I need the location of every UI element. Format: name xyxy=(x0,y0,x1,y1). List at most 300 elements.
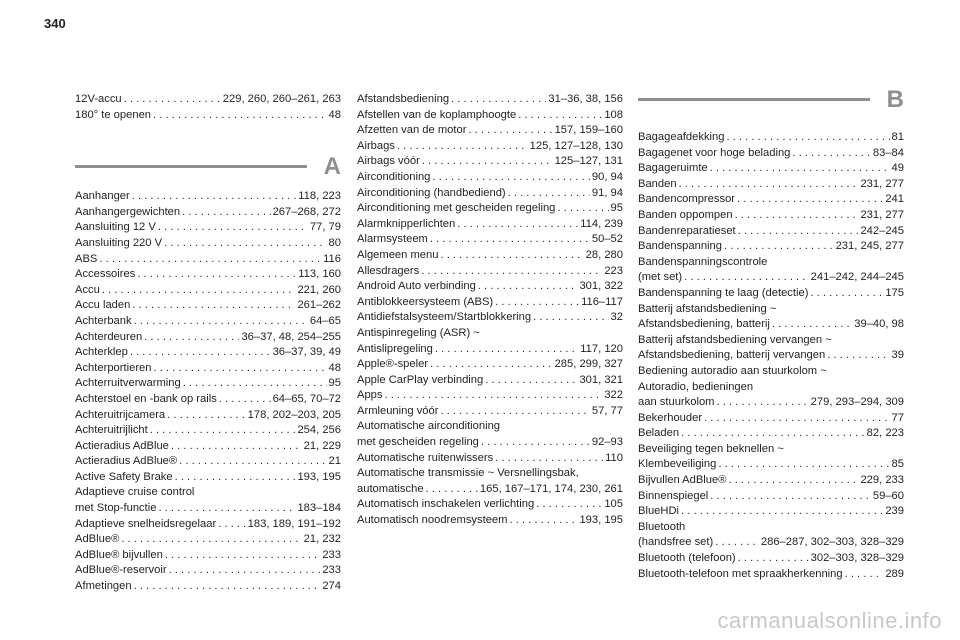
page-references: 229, 260, 260–261, 263 xyxy=(222,93,341,105)
section-rule xyxy=(75,165,307,168)
page-references: 59–60 xyxy=(872,489,904,502)
page-references: 81 xyxy=(891,131,904,143)
index-entry-line xyxy=(638,426,904,442)
index-term: Algemeen menu xyxy=(357,248,439,261)
index-entry-line xyxy=(638,255,904,271)
dot-leader xyxy=(728,473,858,489)
index-term: Achteruitrijcamera xyxy=(75,408,166,421)
index-entry xyxy=(75,408,341,424)
dot-leader xyxy=(737,192,883,208)
dot-leader xyxy=(130,345,271,361)
page-references: 48 xyxy=(328,361,341,374)
index-entry-line xyxy=(357,342,623,358)
index-term: AdBlue®-reservoir xyxy=(75,564,167,577)
index-term: Airbags vóór xyxy=(357,155,420,168)
index-entry-line xyxy=(75,283,341,299)
index-entry xyxy=(357,326,623,357)
index-entry xyxy=(357,513,623,529)
section-header xyxy=(75,153,341,187)
page-references: 183, 189, 191–192 xyxy=(247,517,341,530)
dot-leader xyxy=(533,310,608,326)
index-term: Antiblokkeersysteem (ABS) xyxy=(357,295,494,308)
page-references: 242–245 xyxy=(860,224,904,237)
index-entry xyxy=(638,302,904,333)
page-references: 302–303, 328–329 xyxy=(810,552,904,565)
dot-leader xyxy=(385,388,603,404)
index-term: Airconditioning xyxy=(357,170,431,183)
page-references: 95 xyxy=(328,377,341,390)
page-references: 193, 195 xyxy=(297,470,341,483)
index-entry xyxy=(638,208,904,224)
index-entry xyxy=(75,252,341,268)
index-entry-line xyxy=(357,170,623,186)
index-entry xyxy=(638,177,904,193)
dot-leader xyxy=(684,270,809,286)
index-entry-line xyxy=(75,423,341,439)
dot-leader xyxy=(171,439,302,455)
index-entry-line xyxy=(357,279,623,295)
index-entry-line xyxy=(357,419,623,435)
page-references: 92–93 xyxy=(591,436,623,449)
index-term: Beladen xyxy=(638,427,680,440)
page-references: 39–40, 98 xyxy=(854,318,904,331)
index-entry-line xyxy=(357,451,623,467)
index-entry-line xyxy=(357,295,623,311)
index-entry xyxy=(75,392,341,408)
page-references: 39 xyxy=(891,349,904,362)
dot-leader xyxy=(99,252,321,268)
index-entry xyxy=(638,411,904,427)
index-entry-line xyxy=(75,361,341,377)
page-references: 64–65, 70–72 xyxy=(272,392,341,405)
index-entry-line xyxy=(357,513,623,529)
index-entry-line xyxy=(75,330,341,346)
dot-leader xyxy=(430,357,553,373)
dot-leader xyxy=(102,283,296,299)
dot-leader xyxy=(738,224,859,240)
index-term: Automatisch noodremsysteem xyxy=(357,514,508,527)
index-term: Achterstoel en -bank op rails xyxy=(75,392,217,405)
dot-leader xyxy=(132,189,297,205)
dot-leader xyxy=(792,146,870,162)
dot-leader xyxy=(121,532,301,548)
dot-leader xyxy=(440,248,583,264)
index-term: Automatische ruitenwissers xyxy=(357,451,494,464)
index-term: 180° te openen xyxy=(75,108,152,121)
dot-leader xyxy=(132,298,295,314)
index-entry xyxy=(75,517,341,533)
index-entry-line xyxy=(638,161,904,177)
index-entry-line xyxy=(357,435,623,451)
index-entry-line xyxy=(75,517,341,533)
index-term: Apple CarPlay verbinding xyxy=(357,373,484,386)
index-entry xyxy=(357,201,623,217)
index-entry xyxy=(75,314,341,330)
index-entry-line xyxy=(638,380,904,396)
index-entry-line xyxy=(638,317,904,333)
index-entry-line xyxy=(638,224,904,240)
index-term: Bagageafdekking xyxy=(638,131,725,143)
index-term: Achterportieren xyxy=(75,361,152,374)
page-references: 90, 94 xyxy=(591,170,623,183)
index-column-3 xyxy=(638,86,904,582)
index-entry-line xyxy=(75,236,341,252)
page-references: 274 xyxy=(322,580,341,593)
index-term: Bagagenet voor hoge belading xyxy=(638,146,791,159)
index-entry xyxy=(638,567,904,583)
index-term: Accessoires xyxy=(75,268,136,281)
dot-leader xyxy=(167,408,246,424)
index-entry-line xyxy=(357,310,623,326)
page-references: 157, 159–160 xyxy=(554,124,623,137)
index-term: Afstandsbediening, batterij xyxy=(638,318,770,331)
index-term: Active Safety Brake xyxy=(75,470,173,483)
index-entry-line xyxy=(638,551,904,567)
page-references: 105 xyxy=(604,498,623,511)
index-entry xyxy=(75,108,341,124)
index-entry-line xyxy=(357,388,623,404)
dot-leader xyxy=(681,426,865,442)
page-references: 49 xyxy=(891,162,904,175)
index-entry xyxy=(357,466,623,497)
index-term: Actieradius AdBlue xyxy=(75,439,169,452)
index-entry-line xyxy=(357,264,623,280)
dot-leader xyxy=(124,92,221,108)
index-entry-line xyxy=(75,252,341,268)
index-entry-line xyxy=(357,139,623,155)
index-column-1 xyxy=(75,92,341,595)
dot-leader xyxy=(134,579,321,595)
dot-leader xyxy=(426,482,478,498)
page-references: 117, 120 xyxy=(580,342,623,355)
index-term: Bluetooth-telefoon met spraakherkenning xyxy=(638,567,843,580)
page-references: 82, 223 xyxy=(866,427,904,440)
page-references: 36–37, 39, 49 xyxy=(272,346,341,359)
index-entry xyxy=(75,485,341,516)
index-entry-line xyxy=(357,248,623,264)
dot-leader xyxy=(717,395,809,411)
dot-leader xyxy=(735,208,859,224)
index-entry xyxy=(638,489,904,505)
index-term: BlueHDi xyxy=(638,505,680,518)
page-references: 116 xyxy=(323,252,341,265)
page-references: 301, 321 xyxy=(579,373,623,386)
index-entry xyxy=(638,442,904,473)
dot-leader xyxy=(557,201,608,217)
page-references: 21, 229 xyxy=(303,439,341,452)
index-entry xyxy=(75,267,341,283)
index-entry-line xyxy=(638,348,904,364)
index-term: Alarmknipperlichten xyxy=(357,217,456,230)
index-term: Bijvullen AdBlue® xyxy=(638,474,727,487)
index-entry xyxy=(75,298,341,314)
index-term: Actieradius AdBlue® xyxy=(75,455,178,468)
dot-leader xyxy=(536,497,602,513)
page-references: 125, 127–128, 130 xyxy=(529,139,623,152)
page-references: 113, 160 xyxy=(298,268,341,281)
dot-leader xyxy=(485,373,577,389)
index-term: Klembeveiliging xyxy=(638,458,717,471)
index-entry-line xyxy=(357,154,623,170)
dot-leader xyxy=(440,404,589,420)
index-entry-line xyxy=(357,201,623,217)
index-term: Achterruitverwarming xyxy=(75,377,181,390)
section-header xyxy=(638,86,904,126)
dot-leader xyxy=(679,177,859,193)
dot-leader xyxy=(724,239,834,255)
index-entry xyxy=(357,357,623,373)
index-term: Bandenreparatieset xyxy=(638,224,736,237)
index-term: AdBlue® xyxy=(75,533,120,546)
index-term: Apple®-speler xyxy=(357,358,429,371)
dot-leader xyxy=(495,451,603,467)
index-entry xyxy=(638,286,904,302)
dot-leader xyxy=(468,123,552,139)
index-term: Adaptieve cruise control xyxy=(75,486,195,499)
index-entry xyxy=(357,154,623,170)
page-references: 254, 256 xyxy=(297,424,341,437)
index-entry xyxy=(357,497,623,513)
page-references: 223 xyxy=(604,264,623,277)
index-entry xyxy=(75,563,341,579)
index-entry xyxy=(75,470,341,486)
dot-leader xyxy=(218,517,245,533)
index-entry xyxy=(638,224,904,240)
index-entry-line xyxy=(357,232,623,248)
index-term: Afzetten van de motor xyxy=(357,124,467,137)
index-term: (handsfree set) xyxy=(638,536,714,549)
index-term: (met set) xyxy=(638,271,683,284)
index-entry-line xyxy=(638,192,904,208)
index-term: Bandenspanning xyxy=(638,240,722,253)
page-references: 165, 167–171, 174, 230, 261 xyxy=(479,482,623,495)
index-entry xyxy=(357,92,623,108)
index-entry xyxy=(638,146,904,162)
dot-leader xyxy=(182,205,270,221)
index-term: Bluetooth (telefoon) xyxy=(638,552,736,565)
dot-leader xyxy=(478,279,578,295)
index-term: Airbags xyxy=(357,139,395,152)
index-entry-line xyxy=(75,470,341,486)
dot-leader xyxy=(144,330,239,346)
index-entry-line xyxy=(638,286,904,302)
index-term: Alarmsysteem xyxy=(357,233,428,246)
index-term: Bluetooth xyxy=(638,520,686,533)
index-term: Beveiliging tegen beknellen ~ xyxy=(638,442,784,455)
page-references: 64–65 xyxy=(309,314,341,327)
page-references: 85 xyxy=(891,458,904,471)
index-entry xyxy=(75,548,341,564)
dot-leader xyxy=(432,170,590,186)
dot-leader xyxy=(164,236,326,252)
index-entry-line xyxy=(638,333,904,349)
index-entry-line xyxy=(357,92,623,108)
index-term: Batterij afstandsbediening ~ xyxy=(638,302,777,315)
index-entry-line xyxy=(75,376,341,392)
index-entry xyxy=(75,205,341,221)
page-references: 21 xyxy=(328,455,341,468)
index-entry xyxy=(75,376,341,392)
dot-leader xyxy=(134,314,308,330)
index-entry-line xyxy=(638,239,904,255)
index-entry xyxy=(357,279,623,295)
index-term: AdBlue® bijvullen xyxy=(75,548,163,561)
index-entry xyxy=(75,345,341,361)
page-references: 231, 245, 277 xyxy=(835,240,904,253)
index-entry-line xyxy=(75,92,341,108)
index-entry-line xyxy=(75,314,341,330)
index-entry-line xyxy=(75,267,341,283)
page-references: 241–242, 244–245 xyxy=(810,271,904,284)
index-term: Bandenspanning te laag (detectie) xyxy=(638,286,809,299)
dot-leader xyxy=(710,161,890,177)
index-entry-line xyxy=(75,439,341,455)
index-entry-line xyxy=(75,298,341,314)
index-term: Bekerhouder xyxy=(638,411,703,424)
index-entry-line xyxy=(638,473,904,489)
dot-leader xyxy=(810,286,883,302)
page-references: 233 xyxy=(322,548,341,561)
index-entry xyxy=(75,361,341,377)
index-entry-line xyxy=(638,395,904,411)
page-references: 231, 277 xyxy=(860,208,904,221)
index-entry xyxy=(638,364,904,411)
index-entry xyxy=(638,333,904,364)
dot-leader xyxy=(219,392,271,408)
page-references: 77, 79 xyxy=(309,221,341,234)
index-entry xyxy=(357,139,623,155)
index-entry-line xyxy=(75,485,341,501)
watermark: carmanualsonline.info xyxy=(717,608,942,633)
page-references: 21, 232 xyxy=(303,533,341,546)
page-references: 95 xyxy=(610,202,623,215)
index-term: Adaptieve snelheidsregelaar xyxy=(75,517,217,530)
dot-leader xyxy=(183,376,327,392)
page-references: 322 xyxy=(604,389,623,402)
index-term: Achterdeuren xyxy=(75,330,143,343)
index-entry-line xyxy=(357,217,623,233)
index-term: Bandenspanningscontrole xyxy=(638,255,768,268)
index-entry-line xyxy=(357,482,623,498)
index-entry-line xyxy=(638,364,904,380)
index-term: Afstellen van de koplamphoogte xyxy=(357,108,517,121)
index-term: Banden oppompen xyxy=(638,208,733,221)
index-term: Bagageruimte xyxy=(638,162,708,175)
index-entry-line xyxy=(357,466,623,482)
index-term: Automatisch inschakelen verlichting xyxy=(357,498,535,511)
index-term: Aanhanger xyxy=(75,190,130,203)
index-entry-line xyxy=(638,411,904,427)
index-term: Aanhangergewichten xyxy=(75,205,181,218)
index-term: aan stuurkolom xyxy=(638,396,715,409)
index-entry xyxy=(357,310,623,326)
dot-leader xyxy=(772,317,852,333)
index-entry-line xyxy=(638,302,904,318)
page-references: 285, 299, 327 xyxy=(554,358,623,371)
page-number: 340 xyxy=(44,16,66,31)
page-references: 77 xyxy=(891,411,904,424)
index-term: automatische xyxy=(357,482,424,495)
index-term: Airconditioning (handbediend) xyxy=(357,186,506,199)
index-entry-line xyxy=(357,326,623,342)
dot-leader xyxy=(158,220,308,236)
index-term: Bandencompressor xyxy=(638,193,736,206)
index-entry-line xyxy=(638,208,904,224)
index-entry xyxy=(75,92,341,108)
index-term: Afmetingen xyxy=(75,580,132,593)
index-entry xyxy=(357,217,623,233)
dot-leader xyxy=(179,454,326,470)
index-entry-line xyxy=(75,345,341,361)
index-term: Accu laden xyxy=(75,299,131,312)
index-entry-line xyxy=(638,177,904,193)
dot-leader xyxy=(422,154,553,170)
index-term: Achteruitrijlicht xyxy=(75,424,148,437)
dot-leader xyxy=(451,92,546,108)
index-entry-line xyxy=(638,146,904,162)
index-entry-line xyxy=(357,497,623,513)
index-term: Binnenspiegel xyxy=(638,489,709,502)
index-entry xyxy=(638,473,904,489)
index-term: Aansluiting 220 V xyxy=(75,236,163,249)
index-entry xyxy=(638,426,904,442)
page-references: 175 xyxy=(885,286,904,299)
index-entry xyxy=(75,236,341,252)
index-entry xyxy=(75,454,341,470)
dot-leader xyxy=(158,501,295,517)
index-entry-line xyxy=(75,408,341,424)
index-entry-line xyxy=(357,108,623,124)
index-term: Banden xyxy=(638,177,677,190)
index-entry xyxy=(638,130,904,146)
page-references: 221, 260 xyxy=(297,283,341,296)
section-letter: B xyxy=(886,86,904,113)
index-entry-line xyxy=(75,548,341,564)
page-references: 114, 239 xyxy=(580,217,623,230)
index-entry xyxy=(357,388,623,404)
index-entry xyxy=(638,551,904,567)
page-references: 239 xyxy=(885,505,904,518)
index-entry xyxy=(75,283,341,299)
index-entry-line xyxy=(357,123,623,139)
page-references: 193, 195 xyxy=(579,514,623,527)
index-term: Antispinregeling (ASR) ~ xyxy=(357,326,480,339)
index-term: Automatische transmissie ~ Versnellingsbak, xyxy=(357,467,579,480)
index-term: Achterklep xyxy=(75,346,128,359)
index-entry xyxy=(75,439,341,455)
index-entry xyxy=(357,419,623,450)
index-entry-line xyxy=(357,404,623,420)
dot-leader xyxy=(704,411,889,427)
dot-leader xyxy=(508,186,590,202)
index-entry xyxy=(357,232,623,248)
index-entry xyxy=(357,264,623,280)
page-references: 50–52 xyxy=(591,233,623,246)
index-entry-line xyxy=(357,186,623,202)
page-references: 118, 223 xyxy=(298,190,341,203)
section-rule xyxy=(638,98,870,101)
dot-leader xyxy=(137,267,296,283)
page-references: 110 xyxy=(605,451,623,464)
index-term: Antidiefstalsysteem/Startblokkering xyxy=(357,311,532,324)
index-entry xyxy=(357,186,623,202)
index-entry xyxy=(357,170,623,186)
dot-leader xyxy=(681,504,883,520)
index-column-2 xyxy=(357,92,623,529)
page-references: 125–127, 131 xyxy=(554,155,623,168)
index-entry xyxy=(638,255,904,286)
index-term: Achterbank xyxy=(75,314,132,327)
